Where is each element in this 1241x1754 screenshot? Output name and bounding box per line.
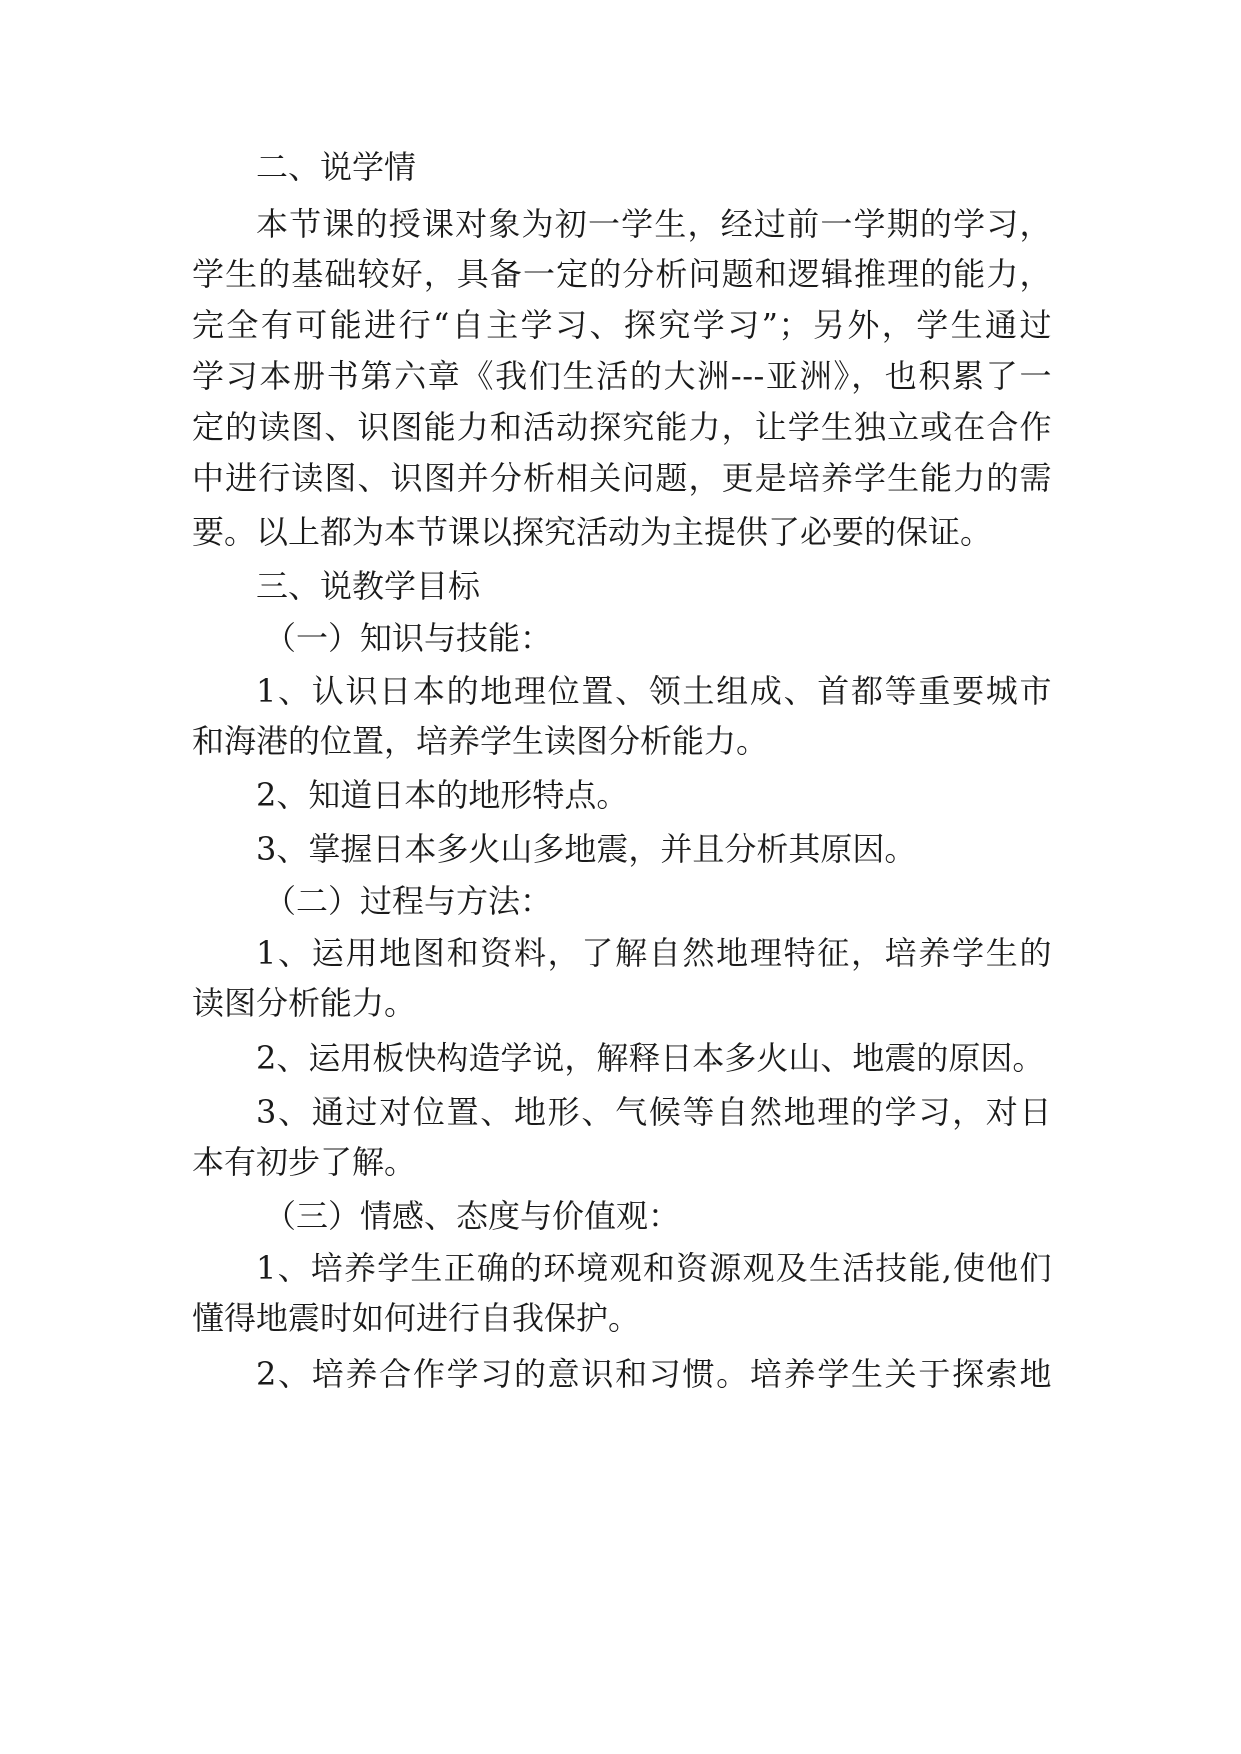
- paragraph-line: 要。以上都为本节课以探究活动为主提供了必要的保证。: [192, 513, 993, 551]
- list-item-continuation: 本有初步了解。: [192, 1143, 417, 1181]
- subsection-heading-knowledge-skills: （一）知识与技能：: [264, 619, 553, 657]
- list-item: 1、认识日本的地理位置、领土组成、首都等重要城市: [256, 672, 1052, 710]
- paragraph-line: 中进行读图、识图并分析相关问题，更是培养学生能力的需: [192, 459, 1052, 497]
- paragraph-line: 本节课的授课对象为初一学生，经过前一学期的学习，: [256, 205, 1052, 243]
- list-item-continuation: 懂得地震时如何进行自我保护。: [192, 1299, 641, 1337]
- paragraph-line: 学生的基础较好，具备一定的分析问题和逻辑推理的能力，: [192, 255, 1052, 293]
- subsection-heading-emotion-attitude-values: （三）情感、态度与价值观：: [264, 1197, 681, 1235]
- subsection-heading-process-methods: （二）过程与方法：: [264, 882, 553, 920]
- section-heading-learning-situation: 二、说学情: [256, 148, 417, 186]
- list-item-continuation: 和海港的位置，培养学生读图分析能力。: [192, 722, 769, 760]
- paragraph-line: 定的读图、识图能力和活动探究能力，让学生独立或在合作: [192, 408, 1052, 446]
- list-item: 1、运用地图和资料，了解自然地理特征，培养学生的: [256, 934, 1052, 972]
- list-item: 2、运用板快构造学说，解释日本多火山、地震的原因。: [256, 1039, 1045, 1077]
- list-item: 1、培养学生正确的环境观和资源观及生活技能,使他们: [256, 1249, 1052, 1287]
- list-item: 3、掌握日本多火山多地震，并且分析其原因。: [256, 830, 917, 868]
- list-item-continuation: 读图分析能力。: [192, 984, 417, 1022]
- list-item: 2、知道日本的地形特点。: [256, 776, 629, 814]
- list-item: 2、培养合作学习的意识和习惯。培养学生关于探索地: [256, 1355, 1052, 1393]
- paragraph-line: 完全有可能进行“自主学习、探究学习”；另外，学生通过: [192, 306, 1052, 344]
- list-item: 3、通过对位置、地形、气候等自然地理的学习，对日: [256, 1093, 1052, 1131]
- paragraph-line: 学习本册书第六章《我们生活的大洲---亚洲》，也积累了一: [192, 357, 1052, 395]
- section-heading-teaching-goals: 三、说教学目标: [256, 567, 481, 605]
